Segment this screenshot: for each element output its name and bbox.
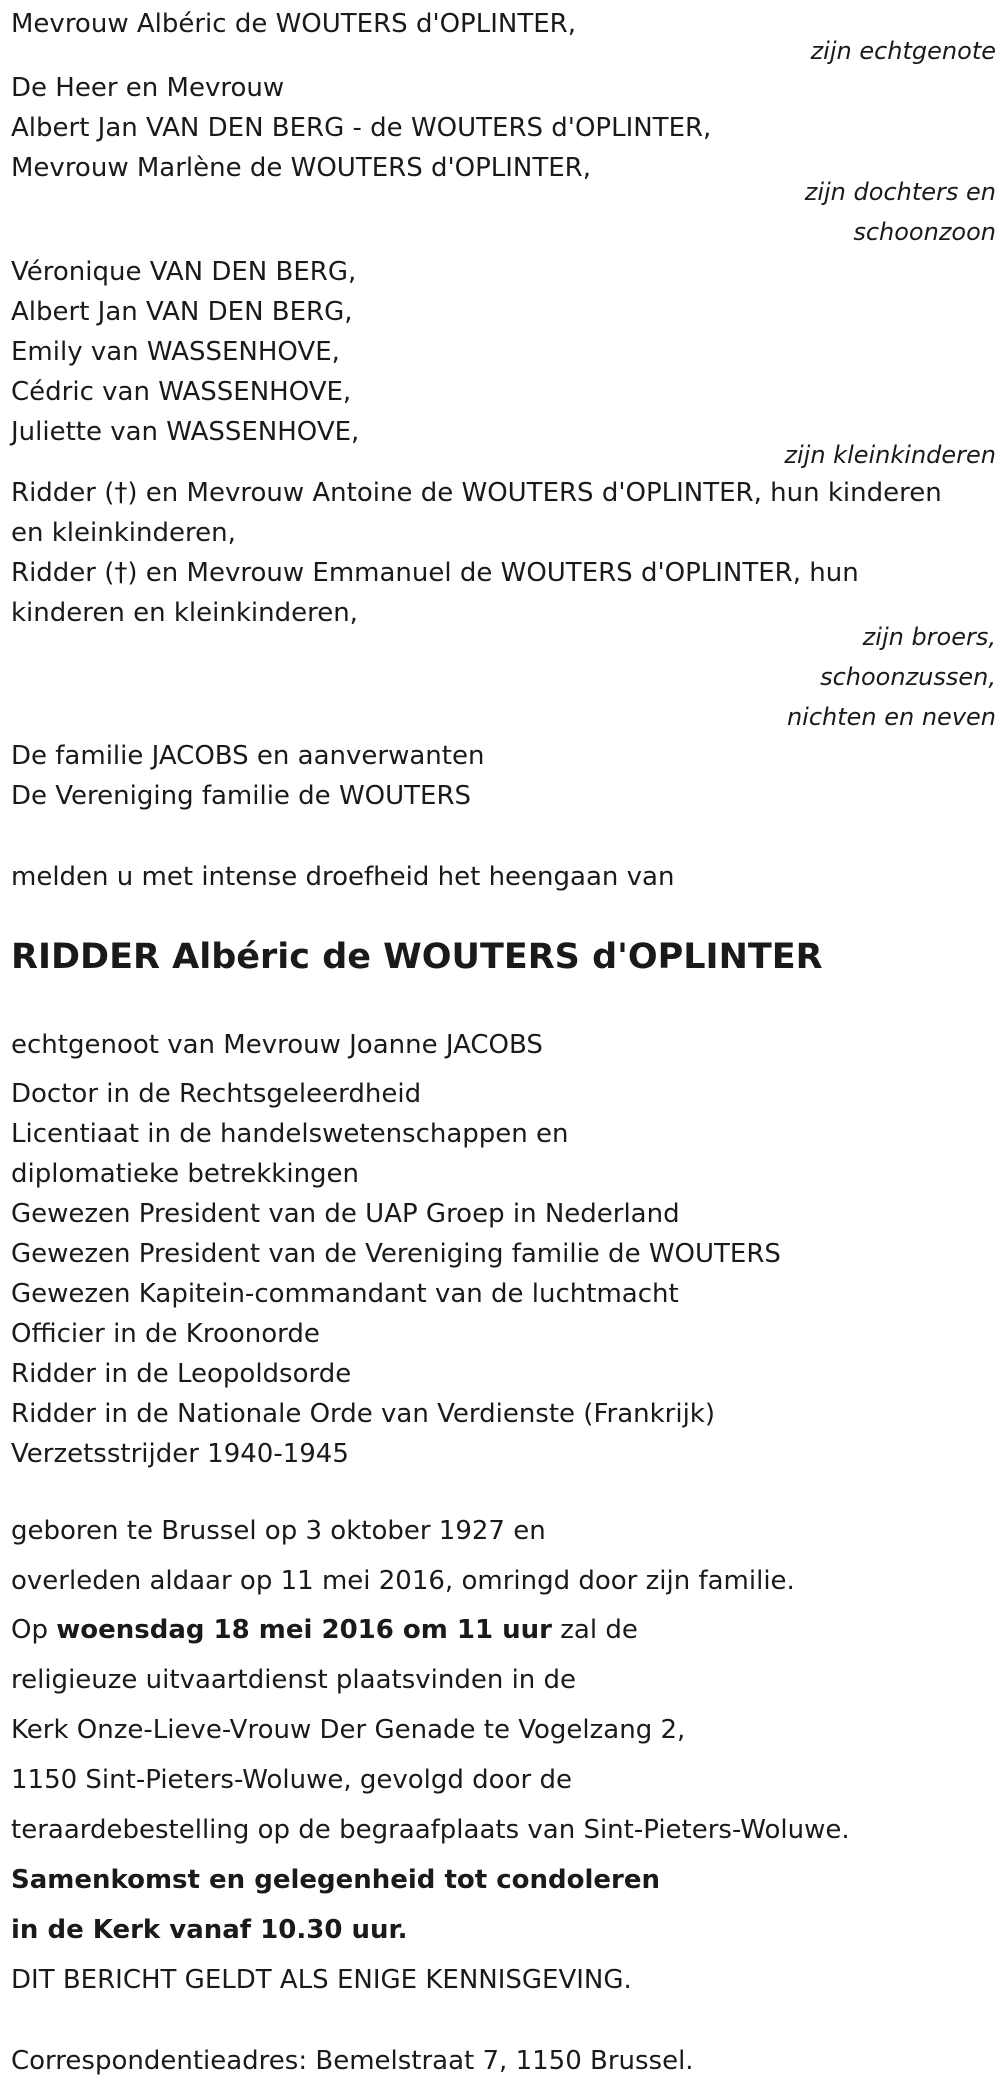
title-line: Ridder in de Leopoldsorde	[11, 1359, 352, 1389]
title-line: Gewezen President van de UAP Groep in Nederland	[11, 1199, 680, 1229]
spouse-name: Mevrouw Albéric de WOUTERS d'OPLINTER,	[11, 9, 576, 39]
spouse-relation: zijn echtgenote	[810, 37, 996, 65]
announcement: melden u met intense droefheid het heengaan van	[11, 862, 675, 892]
family-line: De Heer en Mevrouw	[11, 73, 285, 103]
spouse-line: echtgenoot van Mevrouw Joanne JACOBS	[11, 1030, 543, 1060]
siblings-relation: nichten en neven	[786, 703, 996, 731]
service-line: Kerk Onze-Lieve-Vrouw Der Genade te Vogelzang 2,	[11, 1715, 686, 1745]
sibling-line: en kleinkinderen,	[11, 518, 236, 548]
gathering-line: Samenkomst en gelegenheid tot condoleren	[11, 1865, 661, 1895]
birth-line: geboren te Brussel op 3 oktober 1927 en	[11, 1516, 546, 1546]
family-line: De Vereniging familie de WOUTERS	[11, 781, 472, 811]
notice-line: DIT BERICHT GELDT ALS ENIGE KENNISGEVING.	[11, 1965, 632, 1995]
siblings-relation: schoonzussen,	[820, 663, 996, 691]
title-line: diplomatieke betrekkingen	[11, 1159, 360, 1189]
grandchild-name: Emily van WASSENHOVE,	[11, 337, 340, 367]
deceased-name: RIDDER Albéric de WOUTERS d'OPLINTER	[11, 937, 823, 977]
service-line: 1150 Sint-Pieters-Woluwe, gevolgd door de	[11, 1765, 572, 1795]
funeral-prefix: Op	[11, 1615, 48, 1645]
siblings-relation: zijn broers,	[862, 623, 996, 651]
grandchildren-relation: zijn kleinkinderen	[784, 441, 996, 469]
grandchild-name: Juliette van WASSENHOVE,	[11, 417, 360, 447]
title-line: Ridder in de Nationale Orde van Verdienste (Frankrijk)	[11, 1399, 716, 1429]
title-line: Licentiaat in de handelswetenschappen en	[11, 1119, 569, 1149]
daughters-relation: schoonzoon	[853, 218, 996, 246]
title-line: Doctor in de Rechtsgeleerdheid	[11, 1079, 422, 1109]
funeral-suffix: zal de	[560, 1615, 638, 1645]
grandchild-name: Albert Jan VAN DEN BERG,	[11, 297, 353, 327]
title-line: Gewezen Kapitein-commandant van de luchtmacht	[11, 1279, 679, 1309]
family-line: De familie JACOBS en aanverwanten	[11, 741, 485, 771]
service-line: teraardebestelling op de begraafplaats van Sint-Pieters-Woluwe.	[11, 1815, 850, 1845]
family-line: Albert Jan VAN DEN BERG - de WOUTERS d'OPLINTER,	[11, 113, 712, 143]
daughters-relation: zijn dochters en	[804, 178, 996, 206]
sibling-line: Ridder (†) en Mevrouw Antoine de WOUTERS d'OPLINTER, hun kinderen	[11, 478, 942, 508]
grandchild-name: Véronique VAN DEN BERG,	[11, 257, 357, 287]
family-line: Mevrouw Marlène de WOUTERS d'OPLINTER,	[11, 153, 592, 183]
grandchild-name: Cédric van WASSENHOVE,	[11, 377, 352, 407]
service-line: religieuze uitvaartdienst plaatsvinden in de	[11, 1665, 577, 1695]
funeral-date: woensdag 18 mei 2016 om 11 uur	[56, 1615, 552, 1645]
death-line: overleden aldaar op 11 mei 2016, omringd door zijn familie.	[11, 1566, 795, 1596]
sibling-line: Ridder (†) en Mevrouw Emmanuel de WOUTERS d'OPLINTER, hun	[11, 558, 859, 588]
funeral-line	[11, 1610, 638, 1650]
correspondence-address: Correspondentieadres: Bemelstraat 7, 1150 Brussel.	[11, 2046, 694, 2076]
title-line: Officier in de Kroonorde	[11, 1319, 320, 1349]
sibling-line: kinderen en kleinkinderen,	[11, 598, 358, 628]
title-line: Verzetsstrijder 1940-1945	[11, 1439, 349, 1469]
gathering-line: in de Kerk vanaf 10.30 uur.	[11, 1915, 408, 1945]
title-line: Gewezen President van de Vereniging familie de WOUTERS	[11, 1239, 781, 1269]
